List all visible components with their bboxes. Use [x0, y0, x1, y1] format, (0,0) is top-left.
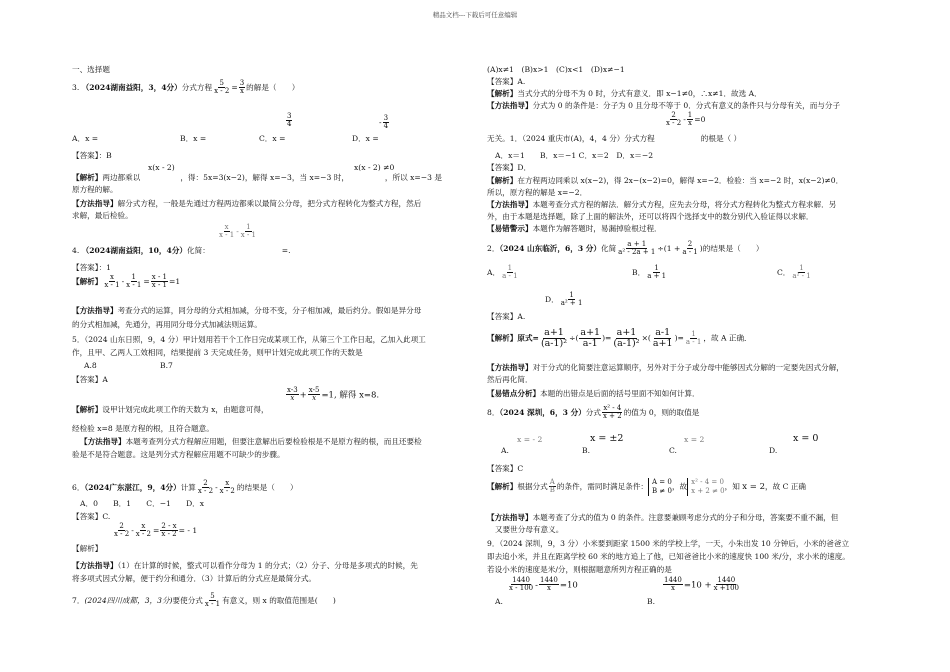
q3-option-a: A．x = [72, 134, 99, 143]
q9-option-a-equation: $\frac{1440}{x - 100}$ - $\frac{1440}{x}$ =10 [509, 576, 578, 593]
q5-analysis: 【解析】设甲计划完成此项工作的天数为 x，由题意可得， [72, 405, 269, 414]
q5-equation: $\frac{x-3}{x}$ + $\frac{x-5}{x}$ =1, 解得 x=8. [287, 386, 380, 403]
q3-tip: 【方法指导】解分式方程，一般是先通过方程两边都乘以最简公分母，把分式方程转化为整式方程，然后 [72, 199, 422, 208]
q5-tip: 【方法指导】本题考查列分式方程解应用题，但要注意解出后要检验根是不是原方程的根，而且还要检 [80, 437, 422, 446]
q2-option-c: C． $\frac{1}{\text{a² - 1}}$ [777, 264, 811, 281]
q5-option-a: A.8 [84, 361, 97, 370]
q9-option-b-equation: $\frac{1440}{x}$ =10 + $\frac{1440}{x +100}$ [664, 576, 739, 593]
q6-analysis: 【解析】 [72, 544, 103, 553]
q1-tip: 【方法指导】本题考查分式方程的解法．解分式方程，应先去分母，将分式方程转化为整式方程求解．另 [487, 200, 837, 209]
q8-tip-2: 又要世分母有意义。 [495, 525, 564, 534]
section-title: 一、选择题 [72, 65, 110, 74]
q1-stem: 无关。1．（2024 重庆市(A)，4，4 分）分式方程 的根是（ ） [487, 134, 742, 143]
q4-answer: 【答案】：1 [72, 263, 111, 272]
q3-option-b: B．x = [180, 134, 207, 143]
q6-tip-2: 将多项式因式分解，便于约分和通分．（3）计算后的分式应是最简分式。 [72, 574, 317, 583]
q5-answer: 【答案】A [72, 375, 108, 384]
q3-analysis: 【解析】两边都乘以 ，得：5x=3(x−2)，解得 x=−3，当 x=−3 时， ，所以 x=−3 是 [72, 173, 442, 182]
q1-equation: $\frac{2}{x - 2}$ - $\frac{1}{x}$ =0 [666, 111, 706, 128]
q8-tip: 【方法指导】本题考查了分式的值为 0 的条件。注意要兼顾考虑分式的分子和分母，答案要不重不漏，但 [487, 513, 839, 522]
q7-tip: 【方法指导】分式为 0 的条件是：分子为 0 且分母不等于 0．分式有意义的条件只与分母有关，而与分子 [487, 101, 841, 110]
q3-expr2: x(x - 2) ≠0 [354, 163, 395, 172]
q8-answer: 【答案】C [487, 464, 524, 473]
q8-option-b: B. [582, 446, 590, 455]
q6-equation: $\frac{2}{x - 2}$ - $\frac{x}{x - 2}$ = $\frac{2 - x}{x - 2}$ = - 1 [114, 522, 198, 539]
q2-tip: 【方法指导】对于分式的化简要注意运算顺序，另外对于分子或分母中能够因式分解的一定要先因式分解， [487, 363, 844, 372]
q2-option-a: A． $\frac{1}{a - 1}$ [487, 264, 518, 281]
q6-options: A．0 B．1 C．−1 D．x [80, 499, 205, 508]
q1-warning: 【易错警示】本题作为解答题时，易漏掉验根过程． [487, 224, 662, 233]
q9-option-a: A. [495, 597, 503, 606]
q2-warning: 【易错点分析】本题的出错点是后面的括号里面不知如何计算． [487, 389, 700, 398]
q7-answer: 【答案】A. [487, 77, 526, 86]
q2-tip-2: 然后再化简． [487, 375, 533, 384]
q3-expr1: x(x - 2) [148, 163, 175, 172]
q3-analysis-2: 原方程的解。 [72, 185, 118, 194]
q1-analysis: 【解析】在方程两边同乘以 x(x−2)，得 2x−(x−2)=0，解得 x=−2．检验：当 x=−2 时，x(x−2)≠0． [487, 176, 844, 185]
q9-stem-2: 即去追小米，并且在距离学校 60 米的地方追上了他，已知爸爸比小米的速度快 100 米/分，求小米的速度。 [487, 552, 850, 561]
q8-analysis: 【解析】根据分式 $\frac{A}{B}$ 的条件，需同时满足条件： A = 0 B ≠ 0，故 x² - 4 = 0 x + 2 ≠ 0，知 x = 2，故 C 正确 [487, 477, 806, 495]
q8-option-a: A. [501, 446, 509, 455]
q2-option-d: D． $\frac{1}{\text{a² + 1}}$ [545, 291, 583, 308]
q2-analysis: 【解析】原式= $\frac{a+1}{\text{(a-1)²}}$ ÷( $\frac{a+1}{a-1}$ )= $\frac{a+1}{\text{(a-1)²}}$ ×( $\frac{a-1}{a+1}$ )= $\frac{1}{a - 1}$ ，故 A 正确． [487, 327, 752, 349]
q5-stem: 5．（2024 山东日照，9，4 分）甲计划用若干个工作日完成某项工作，从第三个工作日起，乙加入此项工 [72, 335, 426, 344]
q3-option-d-fraction: - $\frac{3}{4}$ [379, 114, 389, 131]
q7-options: (A)x≠1 (B)x>1 (C)x<1 (D)x≠−1 [487, 65, 625, 74]
q1-tip-2: 外，由于本题是选择题，除了上面的解法外，还可以将四个选择支中的数分别代入验证得以求解． [487, 212, 814, 221]
q4-stem: 4. （2024湖南益阳，10，4分）化简： =. [72, 246, 291, 255]
q4-tip-2: 的分式相加减，先通分，再用同分母分式加减法则运算。 [72, 320, 262, 329]
q8-stem: 8．（2024 深圳，6，3 分）分式 $\frac{\text{x² - 4}}{x + 2}$ 的值为 0，则的取值是 [487, 404, 700, 421]
q6-tip: 【方法指导】（1）在计算的时候，整式可以看作分母为 1 的分式；（2）分子、分母是多项式的时候，先 [72, 561, 418, 570]
q2-answer: 【答案】A. [487, 312, 526, 321]
q9-stem-3: 若设小米的速度是米/分，则根据题意所列方程正确的是 [487, 565, 672, 574]
q3-option-c: C．x = [259, 134, 286, 143]
q3-tip-2: 求解，最后检验。 [72, 211, 133, 220]
q3-stem: 3. （2024湖南益阳，3，4分）分式方程 $\frac{5}{x - 2}$ = $\frac{3}{x}$ 的解是（ ） [72, 79, 300, 96]
q8-option-c: C. [669, 446, 677, 455]
q8-option-d-value: x = 0 [793, 433, 819, 444]
q8-option-b-value: x = ±2 [590, 433, 624, 444]
q3-option-d: D．x = [352, 134, 379, 143]
q1-options: A．x＝1 B．x＝−1 C．x＝2 D．x＝−2 [495, 151, 654, 160]
q7-analysis: 【解析】当式分式的分母不为 0 时，分式有意义．即 x−1≠0，∴x≠1．故选 A． [487, 89, 762, 98]
q3-option-c-fraction: $\frac{3}{4}$ [287, 112, 292, 129]
q8-option-d: D. [769, 446, 778, 455]
q2-option-b: B． $\frac{1}{a + 1}$ [632, 264, 667, 281]
q1-answer: 【答案】D． [487, 163, 532, 172]
q1-analysis-2: 所以，原方程的解是 x=−2． [487, 188, 588, 197]
q6-answer: 【答案】C. [72, 512, 111, 521]
q5-option-b: B.7 [160, 361, 173, 370]
q4-expression: $\frac{x}{x - 1}$ - $\frac{1}{x - 1}$ [219, 223, 257, 240]
q9-option-b: B. [647, 597, 655, 606]
q9-stem: 9．（2024 深圳，9，3 分）小米要到距家 1500 米的学校上学，一天，小朱出发 10 分钟后，小米的爸爸立 [487, 539, 850, 548]
q7-stem: 7．(2024四川成都，3，3分)要使分式 $\frac{5}{x - 1}$ 有意义，则 x 的取值范围是( ) [72, 592, 336, 609]
q5-stem-2: 作，且甲、乙两人工效相同，结果提前 3 天完成任务，则甲计划完成此项工作的天数是 [72, 348, 363, 357]
q5-tip-2: 验是不是符合题意。这是列分式方程解应用题不可缺少的步骤。 [72, 450, 285, 459]
q5-analysis-2: 经检验 x=8 是原方程的根，且符合题意。 [72, 424, 214, 433]
q3-answer: 【答案】：B [72, 151, 112, 160]
q8-option-c-value: x = 2 [684, 435, 705, 444]
q6-stem: 6．（2024广东湛江，9，4分）计算 $\frac{2}{x - 2}$ - $\frac{x}{x - 2}$ 的结果是（ ） [72, 479, 298, 496]
q8-option-a-value: x = - 2 [517, 435, 543, 444]
q2-stem: 2．（2024 山东临沂，6，3 分）化简 $\frac{a + 1}{\text{a² - 2a + 1}}$ ÷(1 + $\frac{2}{a - 1}$ )的结果是（ ） [487, 240, 764, 257]
q4-tip: 【方法指导】考查分式的运算，同分母的分式相加减，分母不变，分子相加减，最后约分。假如是异分母 [72, 306, 422, 315]
page-header: 精品文档---下载后可任意编辑 [432, 11, 518, 19]
q4-analysis: 【解析】 $\frac{x}{x - 1}$ - $\frac{1}{x - 1}$ = $\frac{x - 1}{x - 1}$ =1 [72, 273, 181, 290]
